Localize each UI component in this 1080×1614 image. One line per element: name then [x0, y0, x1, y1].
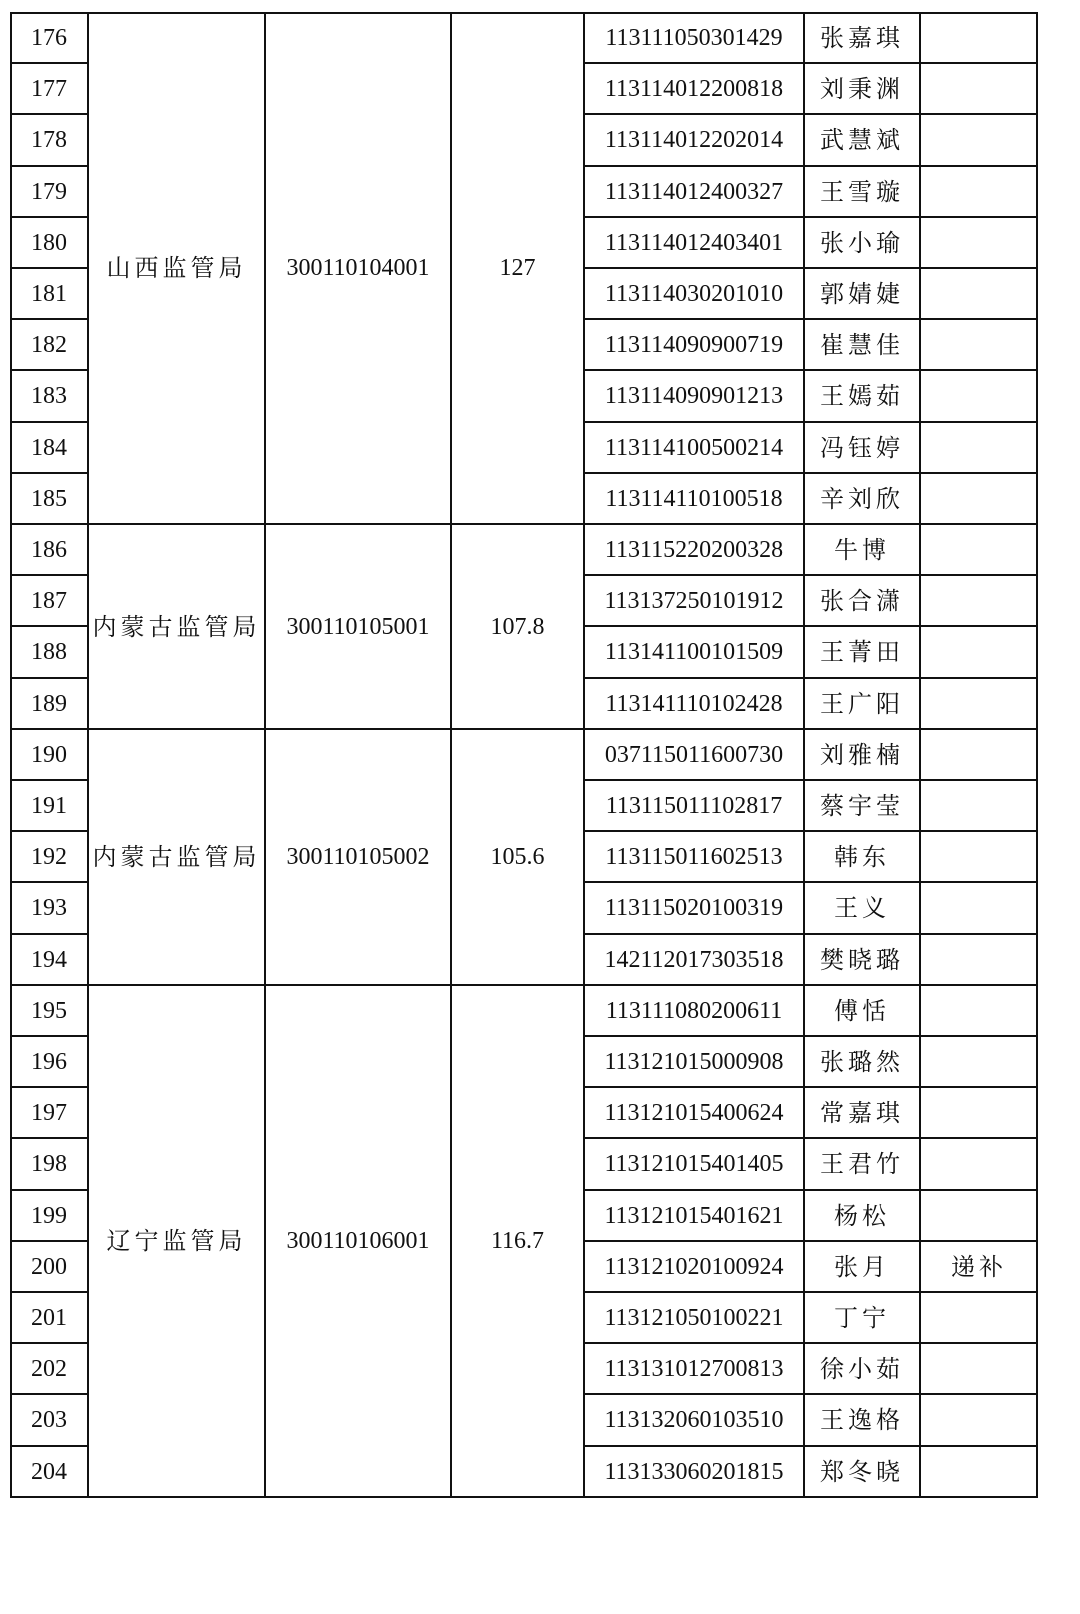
row-seq: 200 — [31, 1253, 67, 1280]
row-seq: 203 — [31, 1407, 67, 1433]
row-note — [920, 473, 1038, 524]
group-unit: 山西监管局 — [106, 254, 247, 282]
row-seq: 194 — [31, 946, 67, 973]
row-seq: 193 — [31, 895, 67, 921]
row-exam-id: 113115020100319 — [604, 895, 784, 921]
row-exam-id: 113114012202014 — [604, 127, 784, 153]
row-exam-id: 113131012700813 — [604, 1355, 784, 1382]
row-name: 刘秉渊 — [820, 74, 904, 103]
row-name: 王菁田 — [820, 638, 904, 666]
row-exam-id: 113114100500214 — [604, 434, 784, 461]
row-seq: 181 — [31, 280, 67, 307]
row-seq: 178 — [31, 127, 67, 153]
row-note — [920, 370, 1038, 422]
row-note — [920, 882, 1038, 934]
row-note — [920, 1394, 1038, 1446]
row-note — [920, 422, 1038, 473]
row-seq: 198 — [31, 1151, 67, 1177]
row-exam-id: 113115220200328 — [604, 536, 784, 563]
row-exam-id: 113114090900719 — [604, 331, 784, 358]
row-exam-id: 037115011600730 — [604, 741, 784, 768]
row-name: 徐小茹 — [820, 1354, 904, 1383]
row-name: 刘雅楠 — [820, 740, 904, 769]
row-exam-id: 113114090901213 — [604, 383, 784, 409]
row-name: 王雪璇 — [820, 177, 904, 206]
row-note — [920, 1138, 1038, 1190]
row-seq: 182 — [31, 331, 67, 358]
group-score: 105.6 — [490, 844, 545, 870]
row-seq: 192 — [31, 843, 67, 870]
row-note — [920, 1446, 1038, 1497]
row-seq: 199 — [31, 1202, 67, 1229]
row-note — [920, 985, 1038, 1036]
row-seq: 201 — [31, 1304, 67, 1331]
row-note — [920, 1087, 1038, 1138]
results-table — [10, 12, 1067, 1552]
row-note — [920, 319, 1038, 370]
row-note — [920, 1343, 1038, 1394]
row-seq: 177 — [31, 75, 67, 102]
row-note — [920, 575, 1038, 626]
row-seq: 202 — [31, 1355, 67, 1382]
row-name: 樊晓璐 — [820, 945, 904, 974]
row-note — [920, 729, 1038, 780]
row-note — [920, 524, 1038, 575]
row-name: 张嘉琪 — [820, 23, 904, 52]
group-score: 127 — [499, 255, 536, 281]
row-note — [920, 166, 1038, 217]
row-name: 王君竹 — [820, 1150, 904, 1178]
row-name: 傅恬 — [834, 996, 890, 1025]
row-name: 张小瑜 — [820, 228, 904, 257]
row-seq: 188 — [31, 639, 67, 665]
group-position-code: 300110105002 — [286, 844, 430, 870]
row-seq: 197 — [31, 1099, 67, 1126]
row-name: 张月 — [834, 1252, 890, 1281]
row-seq: 204 — [31, 1458, 67, 1485]
row-note — [920, 1036, 1038, 1087]
row-seq: 176 — [31, 24, 67, 51]
row-name: 丁宁 — [834, 1303, 890, 1332]
row-note — [920, 217, 1038, 268]
row-note — [920, 780, 1038, 831]
row-name: 常嘉琪 — [820, 1098, 904, 1127]
row-seq: 187 — [31, 587, 67, 614]
row-note — [920, 63, 1038, 114]
row-seq: 186 — [31, 536, 67, 563]
row-exam-id: 142112017303518 — [604, 946, 784, 973]
row-note — [920, 12, 1038, 63]
row-seq: 180 — [31, 229, 67, 256]
row-name: 崔慧佳 — [820, 330, 904, 359]
row-name: 王义 — [834, 894, 890, 922]
row-name: 郑冬晓 — [820, 1457, 904, 1486]
row-exam-id: 113114012403401 — [604, 229, 784, 256]
row-name: 韩东 — [834, 842, 890, 871]
row-seq: 184 — [31, 434, 67, 461]
row-exam-id: 113121015400624 — [604, 1099, 784, 1126]
row-note — [920, 678, 1038, 729]
row-name: 张合潇 — [820, 586, 904, 615]
row-name: 王逸格 — [820, 1406, 904, 1434]
row-name: 张璐然 — [820, 1047, 904, 1076]
row-seq: 185 — [31, 485, 67, 512]
row-seq: 196 — [31, 1048, 67, 1075]
row-exam-id: 113111050301429 — [605, 24, 783, 51]
row-note: 递补 — [951, 1252, 1007, 1281]
group-score: 116.7 — [490, 1228, 545, 1254]
row-name: 牛博 — [834, 535, 890, 564]
row-exam-id: 113137250101912 — [604, 587, 784, 614]
row-seq: 191 — [31, 792, 67, 819]
row-name: 王广阳 — [820, 689, 904, 718]
row-note — [920, 626, 1038, 678]
row-exam-id: 113141100101509 — [604, 639, 784, 665]
group-position-code: 300110106001 — [286, 1228, 430, 1254]
row-exam-id: 113141110102428 — [605, 690, 783, 717]
row-exam-id: 113121020100924 — [604, 1253, 784, 1280]
row-seq: 179 — [31, 178, 67, 205]
row-exam-id: 113121015401405 — [604, 1151, 784, 1177]
row-exam-id: 113114012200818 — [604, 75, 784, 102]
row-note — [920, 114, 1038, 166]
row-name: 郭婧婕 — [820, 279, 904, 308]
row-name: 冯钰婷 — [820, 433, 904, 462]
row-exam-id: 113115011602513 — [605, 843, 783, 870]
row-name: 蔡宇莹 — [820, 791, 904, 820]
row-seq: 190 — [31, 741, 67, 768]
row-note — [920, 1190, 1038, 1241]
row-seq: 189 — [31, 690, 67, 717]
row-exam-id: 113114030201010 — [604, 280, 784, 307]
row-exam-id: 113114012400327 — [604, 178, 784, 205]
row-exam-id: 113121050100221 — [604, 1304, 784, 1331]
row-exam-id: 113133060201815 — [604, 1458, 784, 1485]
group-score: 107.8 — [490, 613, 545, 640]
row-name: 辛刘欣 — [820, 484, 904, 513]
row-name: 武慧斌 — [820, 126, 904, 154]
row-note — [920, 268, 1038, 319]
row-exam-id: 113111080200611 — [605, 997, 783, 1024]
row-seq: 183 — [31, 383, 67, 409]
row-exam-id: 113121015000908 — [604, 1048, 784, 1075]
group-position-code: 300110105001 — [286, 613, 430, 640]
group-unit: 辽宁监管局 — [106, 1227, 247, 1255]
row-exam-id: 113114110100518 — [605, 485, 783, 512]
row-exam-id: 113115011102817 — [605, 792, 783, 819]
group-unit: 内蒙古监管局 — [92, 612, 261, 641]
row-exam-id: 113132060103510 — [604, 1407, 784, 1433]
row-name: 王嫣茹 — [820, 382, 904, 410]
group-position-code: 300110104001 — [286, 255, 430, 281]
row-note — [920, 934, 1038, 985]
group-unit: 内蒙古监管局 — [92, 843, 261, 871]
row-note — [920, 1292, 1038, 1343]
row-exam-id: 113121015401621 — [604, 1202, 784, 1229]
row-name: 杨松 — [834, 1201, 890, 1230]
row-note — [920, 831, 1038, 882]
row-seq: 195 — [31, 997, 67, 1024]
